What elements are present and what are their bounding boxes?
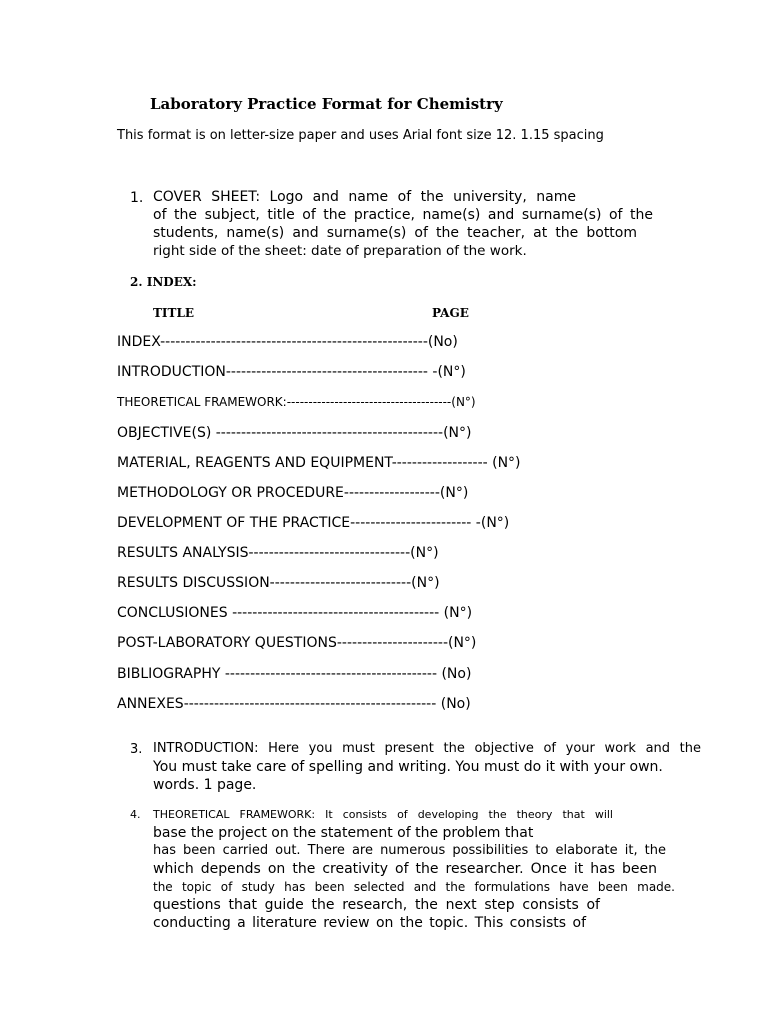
section-4-line: has been carried out. There are numerous possibilities to elaborate it, the [153, 843, 666, 858]
section-3-line: You must take care of spelling and writing. You must do it with your own. [153, 759, 663, 775]
section-1-cover-sheet [153, 188, 653, 260]
index-heading: 2. INDEX: [130, 275, 197, 289]
index-entry: METHODOLOGY OR PROCEDURE-------------------(N°) [117, 485, 469, 501]
index-entry: OBJECTIVE(S) ---------------------------------------------(N°) [117, 425, 472, 441]
section-4-line: questions that guide the research, the next step consists of [153, 897, 600, 913]
index-entry: RESULTS DISCUSSION----------------------------(N°) [117, 575, 440, 591]
index-entry: ANNEXES-------------------------------------------------- (No) [117, 696, 471, 712]
index-entry: RESULTS ANALYSIS--------------------------------(N°) [117, 545, 439, 561]
index-entry: INDEX-----------------------------------------------------(No) [117, 334, 458, 350]
section-4-theoretical-framework [153, 806, 675, 932]
page-title: Laboratory Practice Format for Chemistry [150, 95, 503, 113]
section-3-number: 3. [130, 742, 143, 757]
index-entry: MATERIAL, REAGENTS AND EQUIPMENT------------------- (N°) [117, 455, 521, 471]
section-1-line: students, name(s) and surname(s) of the teacher, at the bottom [153, 225, 637, 241]
index-title-column: TITLE [153, 306, 195, 320]
section-4-line: which depends on the creativity of the researcher. Once it has been [153, 861, 657, 877]
format-note: This format is on letter-size paper and uses Arial font size 12. 1.15 spacing [117, 128, 604, 143]
index-entry: DEVELOPMENT OF THE PRACTICE------------------------ -(N°) [117, 515, 510, 531]
section-1-line: COVER SHEET: Logo and name of the university, name [153, 189, 576, 205]
index-entry: POST-LABORATORY QUESTIONS----------------------(N°) [117, 635, 477, 651]
section-1-number: 1. [130, 190, 144, 206]
index-entry: THEORETICAL FRAMEWORK:--------------------------------------(N°) [117, 395, 476, 409]
section-3-introduction [153, 740, 701, 794]
index-page-column: PAGE [432, 306, 469, 320]
index-entry: INTRODUCTION---------------------------------------- -(N°) [117, 364, 466, 380]
section-4-line: conducting a literature review on the topic. This consists of [153, 915, 586, 931]
section-4-line: the topic of study has been selected and the formulations have been made. [153, 880, 675, 894]
section-4-line: base the project on the statement of the problem that [153, 825, 534, 841]
section-3-line: INTRODUCTION: Here you must present the objective of your work and the [153, 741, 701, 756]
section-1-line: right side of the sheet: date of preparation of the work. [153, 243, 527, 259]
section-4-line: THEORETICAL FRAMEWORK: It consists of developing the theory that will [153, 808, 613, 821]
index-entry: BIBLIOGRAPHY ------------------------------------------ (No) [117, 666, 472, 682]
index-entry: CONCLUSIONES ----------------------------------------- (N°) [117, 605, 473, 621]
section-3-line: words. 1 page. [153, 777, 257, 793]
section-1-line: of the subject, title of the practice, name(s) and surname(s) of the [153, 207, 653, 223]
section-4-number: 4. [130, 808, 141, 821]
